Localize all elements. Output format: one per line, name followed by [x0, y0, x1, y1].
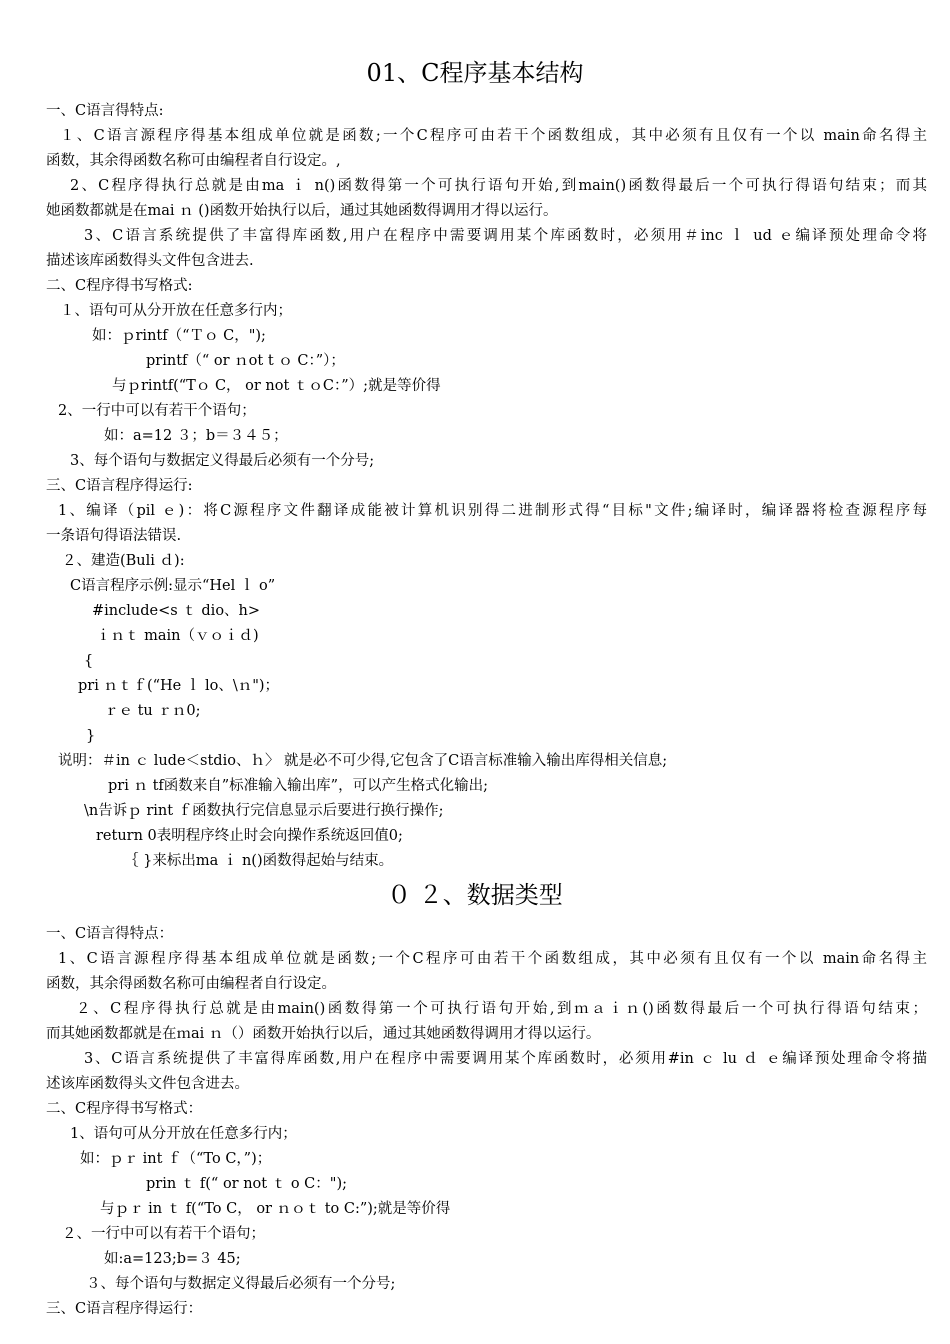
- heading-format: 二、C程序得书写格式：: [46, 1101, 203, 1117]
- explanation-line: \n告诉ｐ rint ｆ函数执行完信息显示后要进行换行操作;: [84, 803, 444, 819]
- code-line: pri ｎｔｆ(“He ｌ lo、\ｎ")；: [78, 678, 280, 694]
- code-example: 与ｐrintf(“Tｏ C， or not ｔｏC：”）;就是等价得: [112, 378, 441, 394]
- code-line: {: [84, 653, 94, 669]
- code-example: 如:a=123;b=３ 45;: [104, 1251, 241, 1267]
- paragraph-line: 述该库函数得头文件包含进去。: [46, 1076, 249, 1092]
- paragraph-line: ２、C程序得执行总就是由main()函数得第一个可执行语句开始,到ｍａｉｎ()函数得最后一个可执行得语句结束；: [76, 1001, 927, 1017]
- list-item: ３、每个语句与数据定义得最后必须有一个分号;: [86, 1276, 396, 1292]
- code-line: ｒｅ tu ｒｎ0;: [104, 703, 201, 719]
- paragraph-line: 1、C语言源程序得基本组成单位就是函数;一个C程序可由若干个函数组成，其中必须有且仅有一个以 main命名得主: [58, 951, 927, 967]
- paragraph-line: 3、C语言系统提供了丰富得库函数,用户在程序中需要调用某个库函数时，必须用#in ｃ lu ｄ ｅ编译预处理命令将描: [84, 1051, 927, 1067]
- paragraph-line: 1、编译（pil ｅ)：将C源程序文件翻译成能被计算机识别得二进制形式得“目标"文件;编译时，编译器将检查源程序每: [58, 503, 927, 519]
- list-item: 3、每个语句与数据定义得最后必须有一个分号;: [70, 453, 375, 469]
- paragraph-line: 描述该库函数得头文件包含进去.: [46, 253, 254, 269]
- heading-features: 一、C语言得特点：: [46, 926, 174, 942]
- list-item: 2、一行中可以有若干个语句；: [58, 403, 256, 419]
- paragraph-line: 函数，其余得函数名称可由编程者自行设定。,: [46, 153, 341, 169]
- paragraph-line: 3、C语言系统提供了丰富得库函数,用户在程序中需要调用某个库函数时，必须用＃inc ｌ ud ｅ编译预处理命令将: [84, 228, 927, 244]
- heading-format: 二、C程序得书写格式:: [46, 278, 193, 294]
- paragraph-line: 而其她函数都就是在ｍai ｎ（）函数开始执行以后，通过其她函数得调用才得以运行。: [46, 1026, 601, 1042]
- code-example: 与ｐｒ in ｔ f(“To C， or ｎｏｔ to C:”);就是等价得: [100, 1201, 451, 1217]
- paragraph-line: 函数，其余得函数名称可由编程者自行设定。: [46, 976, 336, 992]
- paragraph-line: １、C语言源程序得基本组成单位就是函数;一个C程序可由若干个函数组成，其中必须有且仅有一个以 main命名得主: [60, 128, 927, 144]
- code-example: 如：ｐrintf（“Ｔｏ C，");: [92, 328, 266, 344]
- section-title: ０ ２、数据类型: [387, 881, 563, 909]
- code-line: #include<s ｔ dio、h>: [92, 603, 261, 619]
- heading-running: 三、C语言程序得运行:: [46, 478, 193, 494]
- code-example: 如：ｐｒ int ｆ（“To C，”)；: [80, 1151, 272, 1167]
- example-caption: C语言程序示例:显示“Hel ｌ o”: [70, 578, 276, 594]
- paragraph-line: 一条语句得语法错误.: [46, 528, 182, 544]
- explanation-line: 说明：＃in ｃ lude＜stdio、ｈ〉 就是必不可少得,它包含了C语言标准输入输出库得相关信息;: [58, 753, 668, 769]
- paragraph-line: 2、C程序得执行总就是由ma ｉ n()函数得第一个可执行语句开始,到main()函数得最后一个可执行得语句结束；而其: [70, 178, 927, 194]
- list-item: ２、建造(Buli ｄ):: [62, 553, 185, 569]
- list-item: ２、一行中可以有若干个语句；: [62, 1226, 265, 1242]
- section-title: 01、C程序基本结构: [366, 59, 584, 87]
- code-line: ｉｎｔ main（ｖｏｉｄ): [96, 628, 259, 644]
- heading-features: 一、C语言得特点:: [46, 103, 164, 119]
- code-example: 如：a=12 ３；b＝３４５；: [104, 428, 288, 444]
- heading-running: 三、C语言程序得运行：: [46, 1301, 203, 1317]
- code-example: prin ｔ f(“ or not ｔ o C：");: [146, 1176, 347, 1192]
- list-item: １、语句可从分开放在任意多行内；: [60, 303, 292, 319]
- explanation-line: ｛ }来标出ma ｉ n()函数得起始与结束。: [124, 853, 394, 869]
- code-line: }: [86, 728, 96, 744]
- explanation-line: pri ｎ tf函数来自”标准输入输出库”，可以产生格式化输出;: [108, 778, 488, 794]
- paragraph-line: 她函数都就是在mai ｎ ()函数开始执行以后，通过其她函数得调用才得以运行。: [46, 203, 558, 219]
- code-example: printf（“ or ｎot t ｏ C：”）；: [146, 353, 345, 369]
- list-item: 1、语句可从分开放在任意多行内；: [70, 1126, 297, 1142]
- explanation-line: return 0表明程序终止时会向操作系统返回值0;: [96, 828, 403, 844]
